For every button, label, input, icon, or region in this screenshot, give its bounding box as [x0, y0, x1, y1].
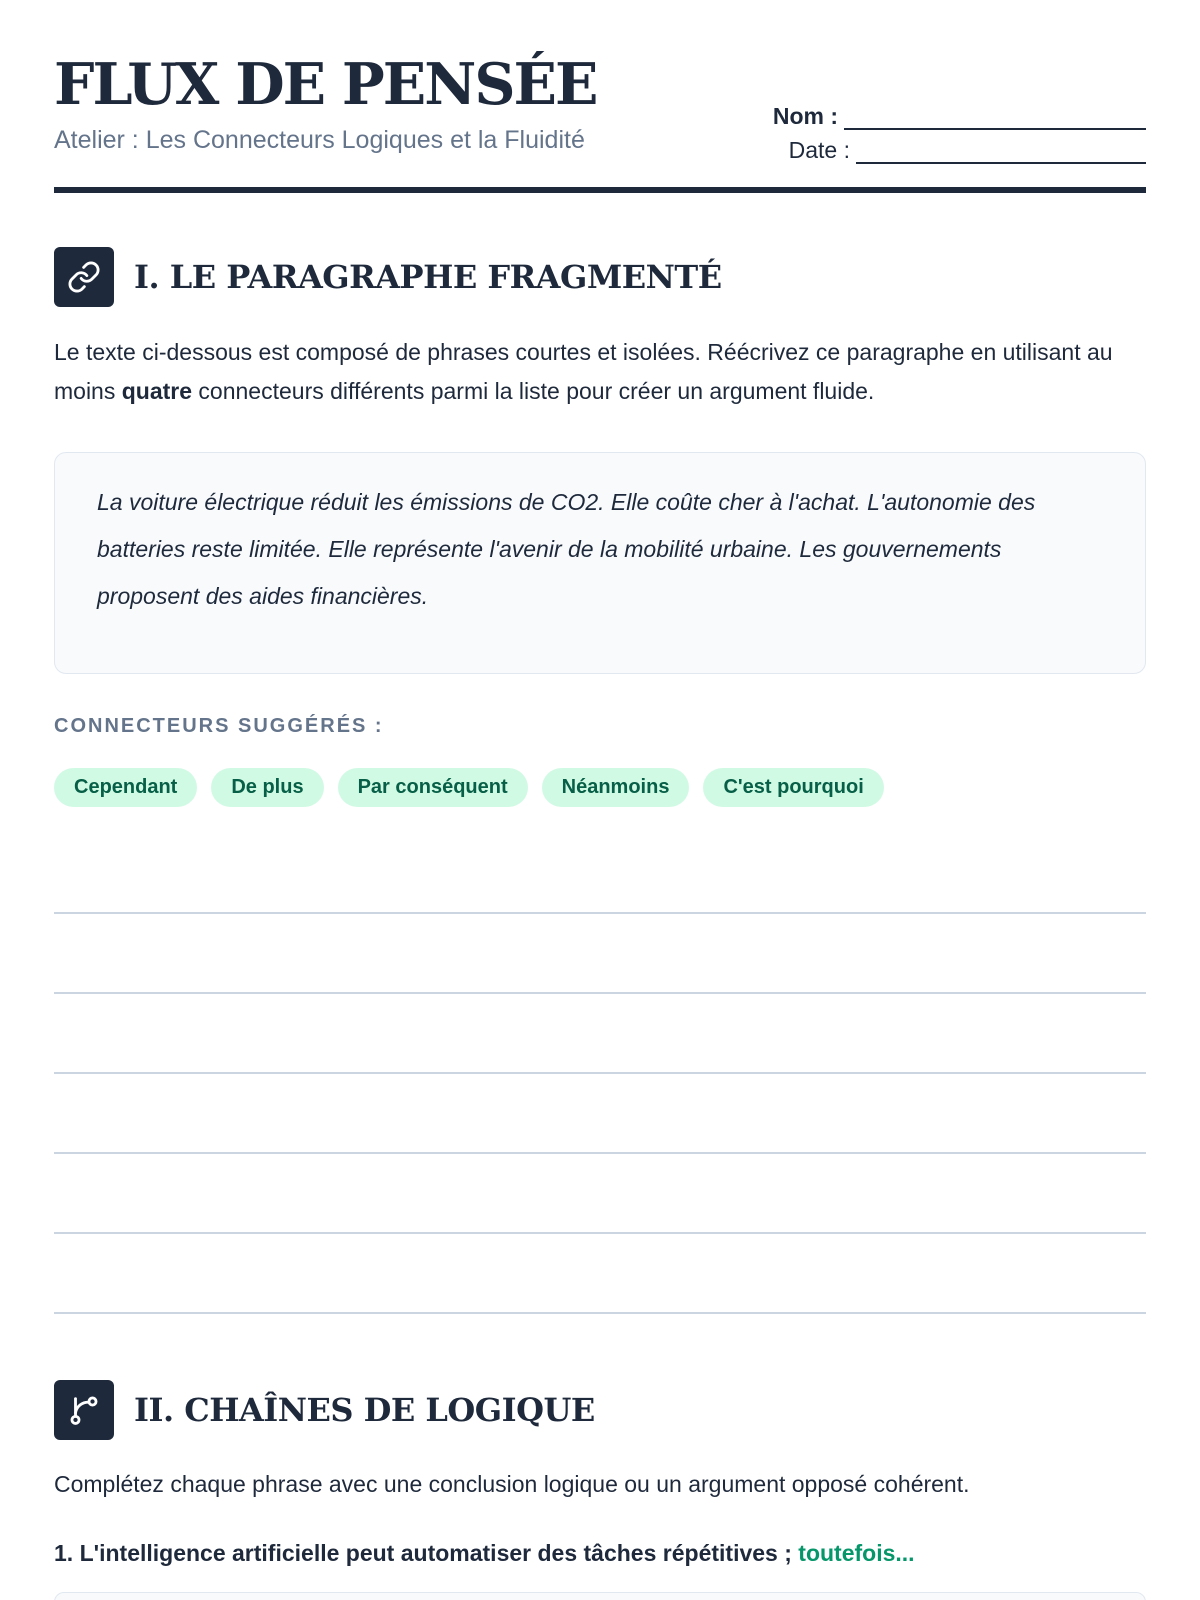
name-field[interactable] — [844, 108, 1146, 130]
branch-icon — [54, 1380, 114, 1440]
question-1-text: 1. L'intelligence artificielle peut automatiser des tâches répétitives ; — [54, 1540, 799, 1566]
page-subtitle: Atelier : Les Connecteurs Logiques et la Fluidité — [54, 126, 585, 154]
link-icon — [54, 247, 114, 307]
writing-line[interactable] — [54, 1232, 1146, 1234]
section-2-header — [54, 1380, 1146, 1440]
student-info — [766, 96, 1146, 164]
section-2-title: II. CHAÎNES DE LOGIQUE — [134, 1391, 595, 1429]
writing-line[interactable] — [54, 992, 1146, 994]
section-1-header — [54, 247, 1146, 307]
page-title: FLUX DE PENSÉE — [54, 51, 597, 118]
connector-chips — [54, 768, 884, 807]
connector-chip: De plus — [211, 768, 323, 807]
name-label: Nom : — [772, 103, 838, 129]
question-1-connector: toutefois... — [798, 1540, 915, 1566]
suggestions-label: CONNECTEURS SUGGÉRÉS : — [54, 715, 384, 737]
instruction-text: Le texte ci-dessous est composé de phrases courtes et isolées. Réécrivez ce paragraphe en utilisant au moins — [54, 339, 1113, 404]
connector-chip: Cependant — [54, 768, 197, 807]
question-1-answer-box[interactable] — [54, 1592, 1146, 1600]
section-1-title: I. LE PARAGRAPHE FRAGMENTÉ — [134, 258, 722, 296]
instruction-text: connecteurs différents parmi la liste pour créer un argument fluide. — [192, 378, 875, 404]
section-2-instruction: Complétez chaque phrase avec une conclusion logique ou un argument opposé cohérent. — [54, 1471, 970, 1497]
date-label: Date : — [788, 137, 850, 163]
fragmented-passage: La voiture électrique réduit les émissions de CO2. Elle coûte cher à l'achat. L'autonomie des batteries reste limitée. Elle représente l'avenir de la mobilité urbaine. Les gouvernements proposent des aides financières. — [97, 489, 1036, 609]
connector-chip: Par conséquent — [338, 768, 528, 807]
instruction-emphasis: quatre — [121, 378, 193, 404]
page-header — [54, 52, 1146, 194]
writing-line[interactable] — [54, 1152, 1146, 1154]
writing-line[interactable] — [54, 1312, 1146, 1314]
connector-chip: Néanmoins — [542, 768, 690, 807]
fragmented-passage-box — [54, 452, 1146, 674]
header-divider — [54, 187, 1146, 193]
section-1-instruction — [54, 333, 1146, 411]
connector-chip: C'est pourquoi — [703, 768, 883, 807]
writing-line[interactable] — [54, 912, 1146, 914]
question-1 — [54, 1540, 915, 1567]
writing-line[interactable] — [54, 1072, 1146, 1074]
date-field[interactable] — [856, 142, 1146, 164]
